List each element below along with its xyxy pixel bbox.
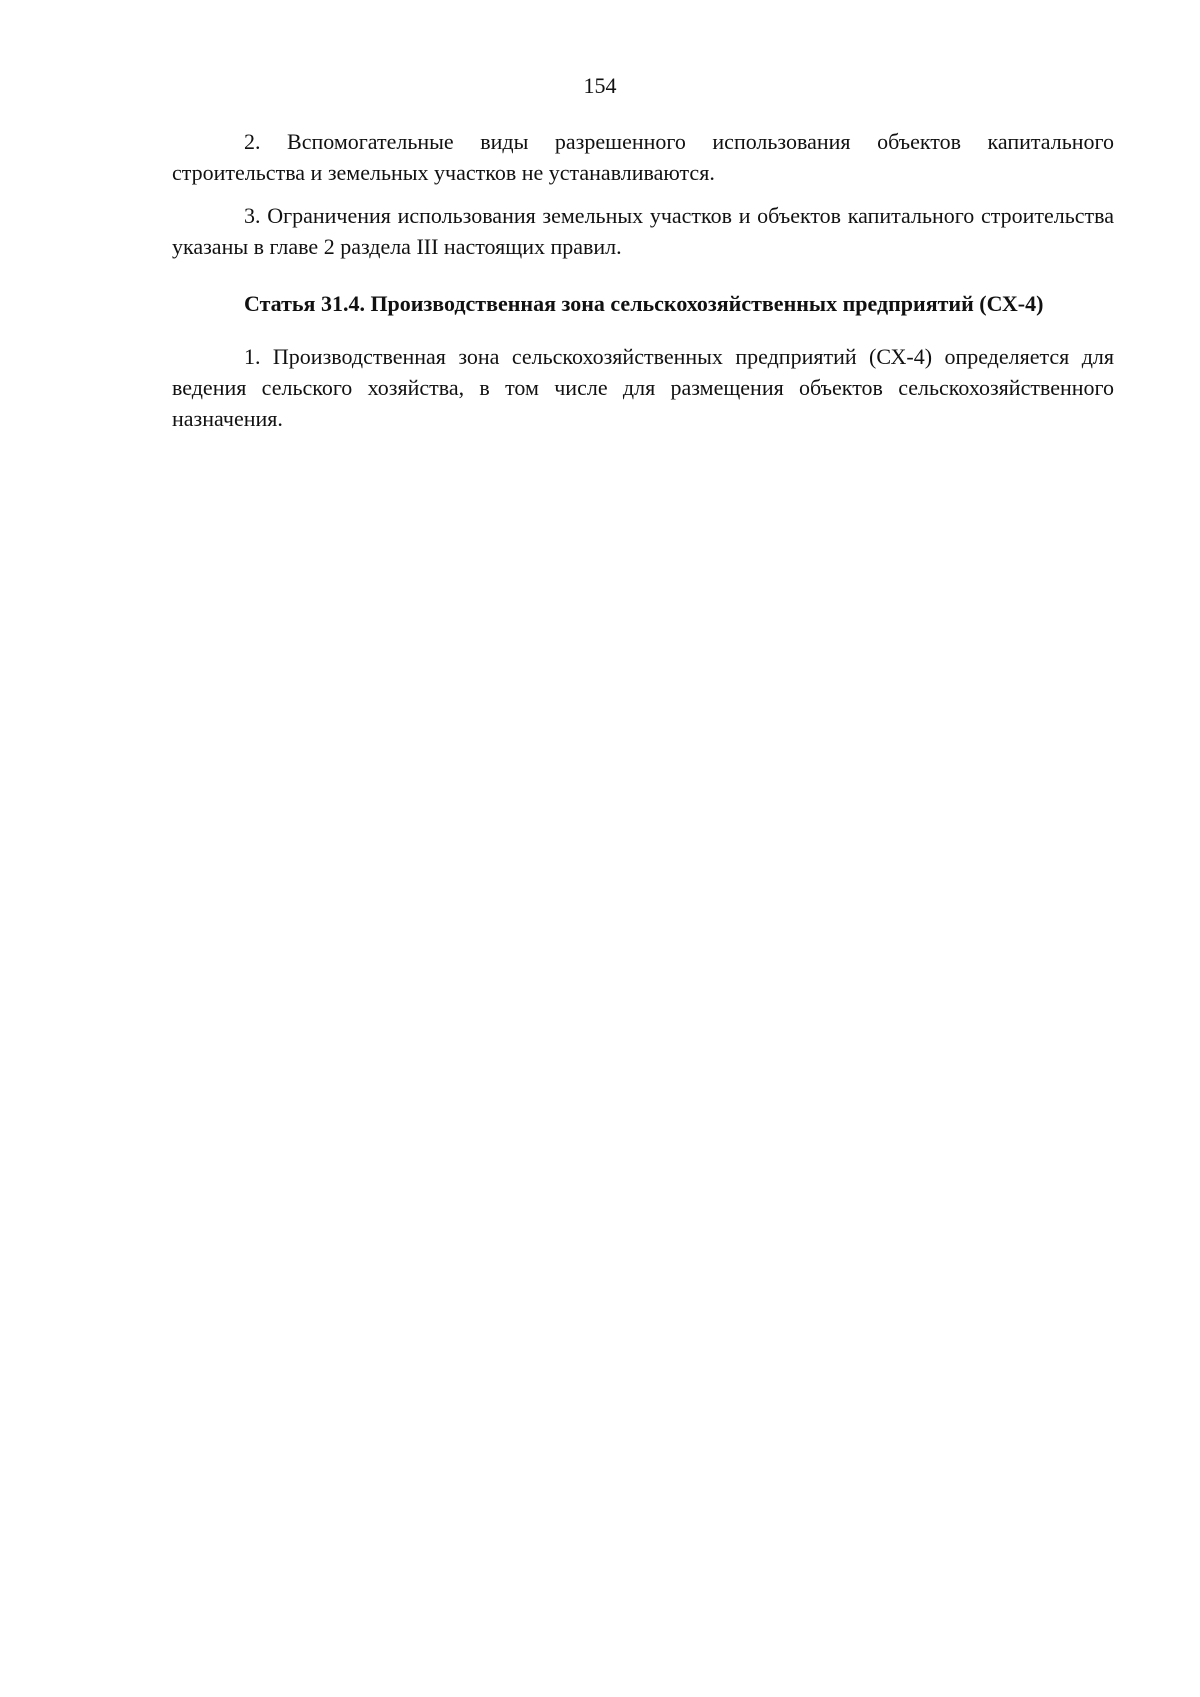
paragraph-2: 2. Вспомогательные виды разрешенного использования объектов капитального строительства и земельных участков не устанавливаются. [172, 129, 1114, 185]
article-heading: Статья 31.4. Производственная зона сельскохозяйственных предприятий (СХ-4) [244, 291, 1044, 316]
paragraph-3: 3. Ограничения использования земельных участков и объектов капитального строительства указаны в главе 2 раздела III настоящих правил. [172, 203, 1114, 259]
document-body [172, 126, 1114, 446]
article-paragraph-1: 1. Производственная зона сельскохозяйственных предприятий (СХ-4) определяется для ведения сельского хозяйства, в том числе для размещения объектов сельскохозяйственного назначения. [172, 344, 1114, 431]
page-number: 154 [583, 73, 617, 98]
